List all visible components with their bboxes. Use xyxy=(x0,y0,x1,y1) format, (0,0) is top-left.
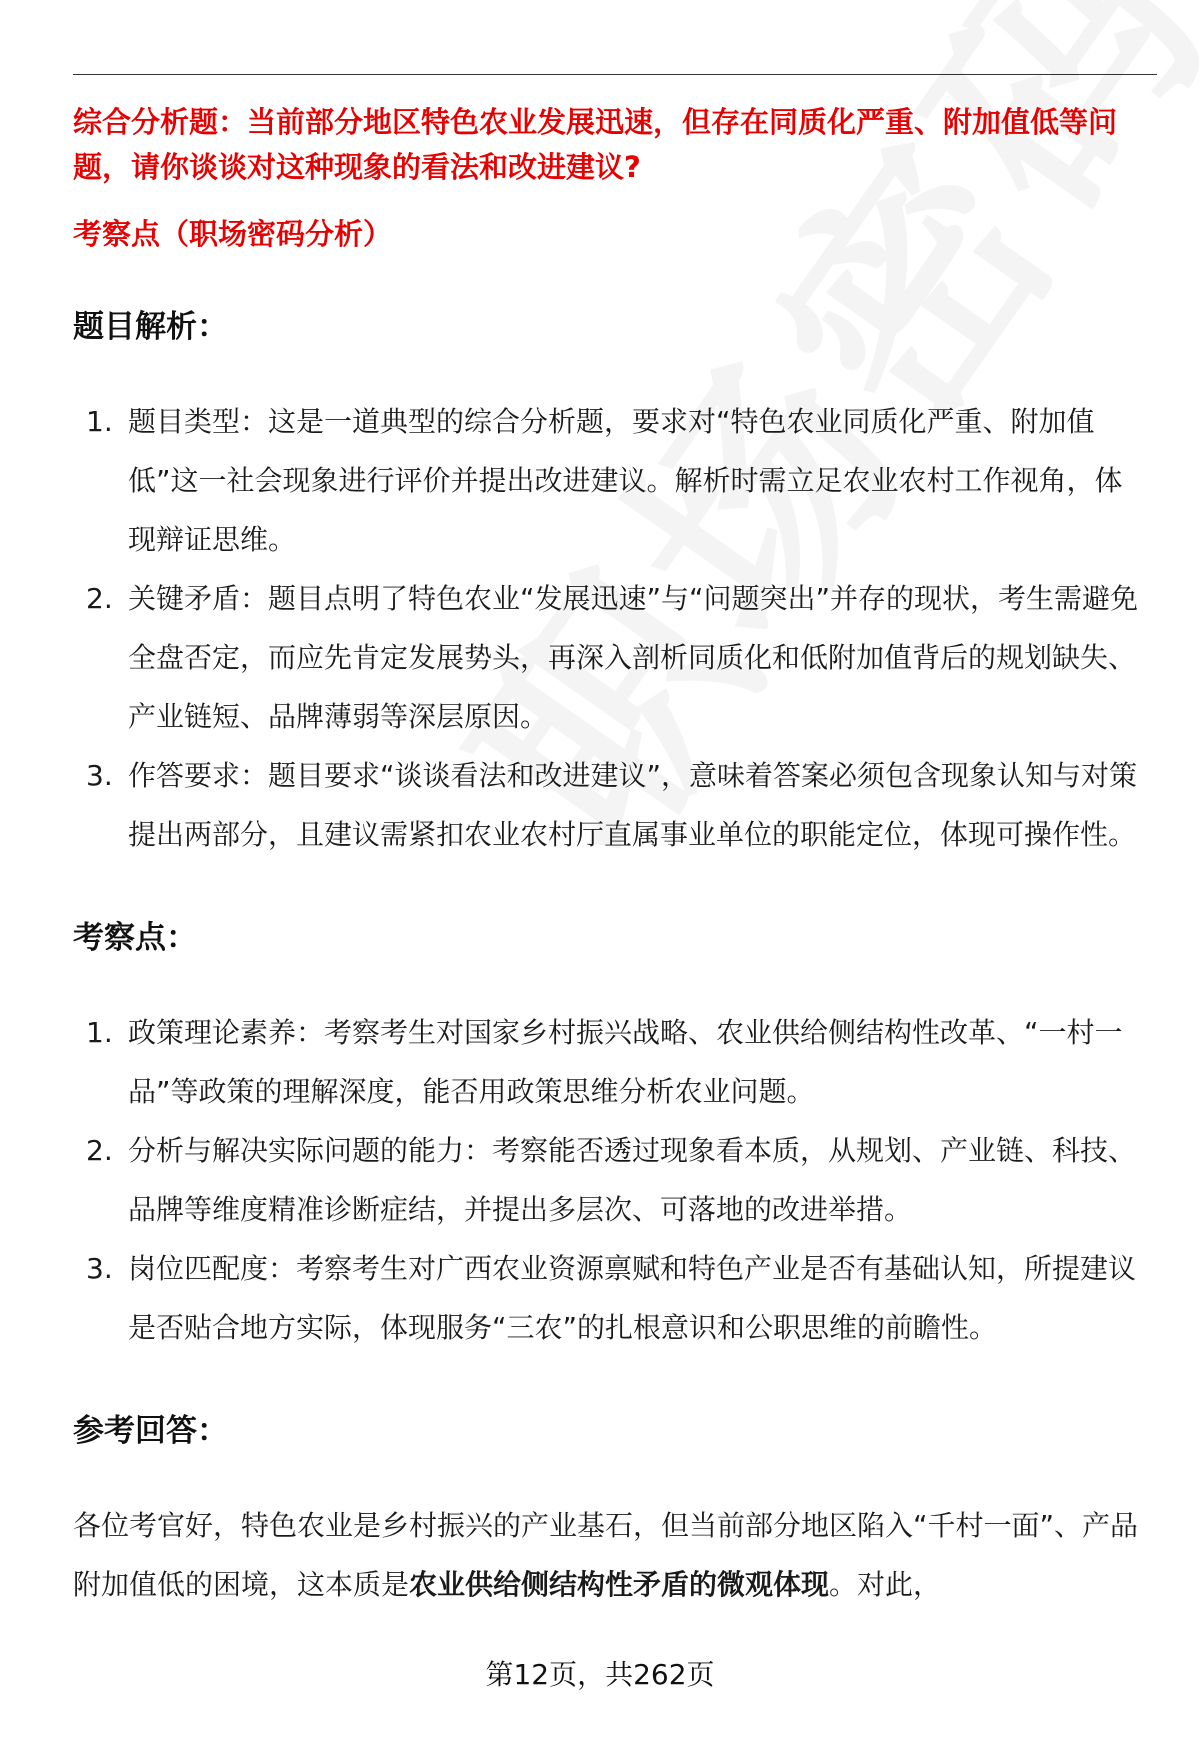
list-item xyxy=(73,569,1147,746)
list-item xyxy=(73,746,1147,864)
list-item xyxy=(73,392,1147,569)
list-number: 3. xyxy=(86,1252,113,1285)
list-item xyxy=(73,1003,1147,1121)
points-heading: 考察点： xyxy=(73,920,197,956)
list-number: 3. xyxy=(86,759,113,792)
list-number: 2. xyxy=(86,1134,113,1167)
analysis-list xyxy=(73,392,1147,864)
list-number: 1. xyxy=(86,405,113,438)
list-number: 1. xyxy=(86,1016,113,1049)
points-list xyxy=(73,1003,1147,1357)
list-text: 题目类型：这是一道典型的综合分析题，要求对“特色农业同质化严重、附加值低”这一社会现象进行评价并提出改进建议。解析时需立足农业农村工作视角，体现辩证思维。 xyxy=(128,405,1123,556)
page-content xyxy=(73,100,1147,1614)
analysis-heading: 题目解析： xyxy=(73,309,228,345)
list-text: 岗位匹配度：考察考生对广西农业资源禀赋和特色产业是否有基础认知，所提建议是否贴合地方实际，体现服务“三农”的扎根意识和公职思维的前瞻性。 xyxy=(128,1252,1137,1344)
header-rule xyxy=(73,74,1157,75)
answer-emphasis: 农业供给侧结构性矛盾的微观体现 xyxy=(409,1568,830,1601)
question-title: 综合分析题：当前部分地区特色农业发展迅速，但存在同质化严重、附加值低等问题，请你谈谈对这种现象的看法和改进建议? xyxy=(73,105,1118,184)
answer-text-after: 。对此， xyxy=(829,1568,942,1601)
answer-heading: 参考回答： xyxy=(73,1413,228,1449)
question-subtitle: 考察点（职场密码分析） xyxy=(73,217,393,251)
list-text: 作答要求：题目要求“谈谈看法和改进建议”，意味着答案必须包含现象认知与对策提出两部分，且建议需紧扣农业农村厅直属事业单位的职能定位，体现可操作性。 xyxy=(128,759,1138,851)
list-text: 关键矛盾：题目点明了特色农业“发展迅速”与“问题突出”并存的现状，考生需避免全盘否定，而应先肯定发展势头，再深入剖析同质化和低附加值背后的规划缺失、产业链短、品牌薄弱等深层原因。 xyxy=(128,582,1139,733)
list-item xyxy=(73,1239,1147,1357)
list-text: 政策理论素养：考察考生对国家乡村振兴战略、农业供给侧结构性改革、“一村一品”等政策的理解深度，能否用政策思维分析农业问题。 xyxy=(128,1016,1123,1108)
answer-text-before: 各位考官好，特色农业是乡村振兴的产业基石，但当前部分地区陷入“千村一面”、产品附加值低的困境，这本质是 xyxy=(73,1509,1139,1601)
list-text: 分析与解决实际问题的能力：考察能否透过现象看本质，从规划、产业链、科技、品牌等维度精准诊断症结，并提出多层次、可落地的改进举措。 xyxy=(128,1134,1137,1226)
list-number: 2. xyxy=(86,582,113,615)
answer-paragraph xyxy=(73,1496,1147,1614)
page-number: 第12页，共262页 xyxy=(485,1658,715,1691)
list-item xyxy=(73,1121,1147,1239)
